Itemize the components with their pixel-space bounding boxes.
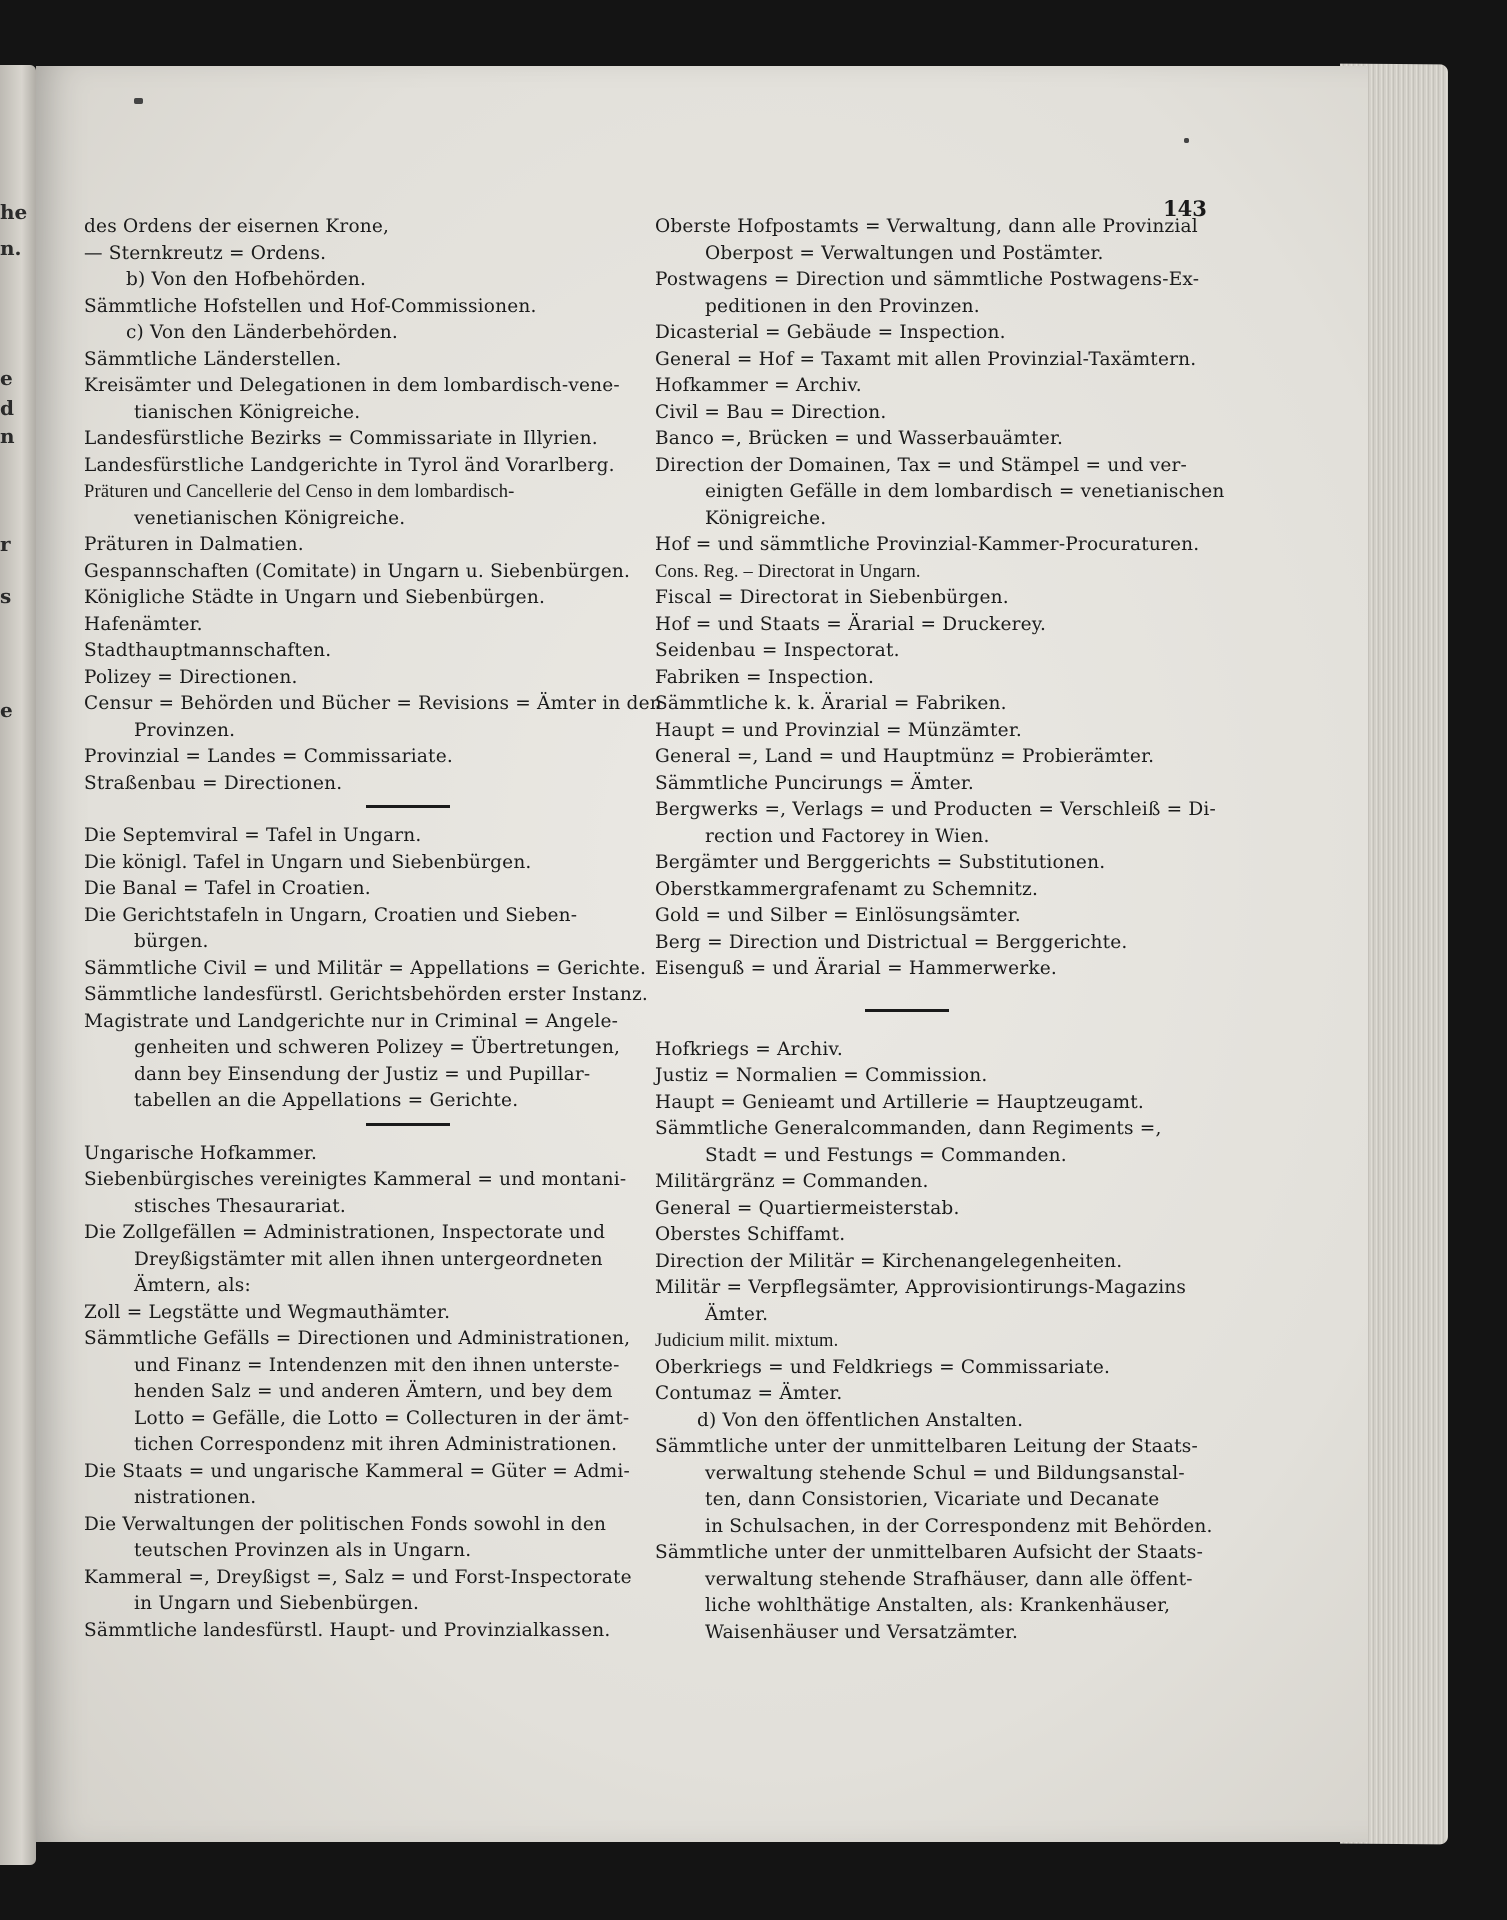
entry-line: Justiz = Normalien = Commission.	[655, 1065, 988, 1086]
list-entry	[655, 930, 1203, 957]
list-entry	[84, 982, 648, 1009]
entry-line: Kreisämter und Delegationen in dem lombardisch-vene-	[84, 375, 620, 396]
entry-line: — Sternkreutz = Ordens.	[84, 242, 327, 264]
list-entry	[655, 691, 1203, 718]
list-entry	[84, 956, 647, 983]
entry-line: Hof = und Staats = Ärarial = Druckerey.	[655, 613, 1047, 635]
list-entry	[655, 320, 1203, 347]
list-entry	[655, 214, 1203, 267]
list-entry	[84, 691, 662, 744]
entry-line: Hofkammer = Archiv.	[655, 375, 862, 396]
entry-line: Contumaz = Ämter.	[655, 1383, 843, 1404]
list-entry	[655, 612, 1203, 639]
list-entry	[84, 876, 632, 903]
list-entry	[84, 850, 632, 877]
entry-line: Stadthauptmannschaften.	[84, 640, 332, 661]
list-entry	[84, 744, 632, 771]
entry-line: Sämmtliche k. k. Ärarial = Fabriken.	[655, 693, 1007, 714]
entry-line: Sämmtliche unter der unmittelbaren Leitung der Staats-	[655, 1436, 1198, 1457]
list-entry	[655, 771, 1203, 798]
entry-continuation-line: in Ungarn und Siebenbürgen.	[134, 1593, 420, 1614]
list-entry	[84, 1326, 632, 1459]
list-entry	[655, 797, 1216, 850]
list-entry	[84, 903, 632, 956]
list-entry	[84, 532, 632, 559]
left-column	[84, 214, 662, 1644]
list-entry	[655, 956, 1203, 983]
entry-line: Präturen und Cancellerie del Censo in dem lombardisch-	[84, 482, 515, 502]
list-entry	[84, 373, 632, 426]
list-entry	[655, 1434, 1213, 1540]
entry-line: Oberkriegs = und Feldkriegs = Commissariate.	[655, 1356, 1111, 1378]
entry-line: Gold = und Silber = Einlösungsämter.	[655, 905, 1021, 926]
entry-line: Sämmtliche Gefälls = Directionen und Administrationen,	[84, 1328, 631, 1349]
list-entry	[84, 426, 632, 453]
entry-line: Gespannschaften (Comitate) in Ungarn u. Siebenbürgen.	[84, 560, 631, 582]
entry-line: Haupt = und Provinzial = Münzämter.	[655, 719, 1022, 741]
entry-continuation-line: tianischen Königreiche.	[134, 401, 361, 423]
section-divider	[366, 805, 450, 808]
facing-page-text-fragment: n	[0, 424, 15, 448]
list-entry	[655, 1328, 1203, 1355]
facing-page-text-fragment: s	[0, 584, 12, 608]
section-divider	[865, 1009, 949, 1012]
section-divider	[366, 1123, 450, 1126]
entry-line: Militär = Verpflegsämter, Approvisiontirungs-Magazins	[655, 1277, 1187, 1298]
entry-line: Ungarische Hofkammer.	[84, 1142, 318, 1164]
subsection-heading: d) Von den öffentlichen Anstalten.	[697, 1409, 1024, 1431]
list-entry	[84, 1220, 632, 1300]
entry-line: Polizey = Directionen.	[84, 666, 298, 688]
list-entry	[655, 718, 1203, 745]
entry-line: Provinzial = Landes = Commissariate.	[84, 746, 453, 767]
facing-page-text-fragment: n.	[0, 236, 22, 260]
entry-continuation-line: verwaltung stehende Strafhäuser, dann alle öffent-	[705, 1568, 1193, 1590]
entry-continuation-line: Lotto = Gefälle, die Lotto = Collecturen in der ämt-	[134, 1407, 630, 1429]
entry-continuation-line: ten, dann Consistorien, Vicariate und Decanate	[705, 1489, 1160, 1510]
list-entry	[84, 1565, 632, 1618]
list-entry	[655, 585, 1203, 612]
entry-line: Oberstes Schiffamt.	[655, 1224, 846, 1245]
entry-line: Straßenbau = Directionen.	[84, 772, 343, 794]
facing-page-edge	[0, 65, 36, 1865]
entry-line: Sämmtliche Länderstellen.	[84, 348, 342, 370]
list-entry	[655, 426, 1203, 453]
entry-continuation-line: verwaltung stehende Schul = und Bildungsanstal-	[705, 1462, 1185, 1484]
list-entry	[655, 1249, 1203, 1276]
list-entry	[655, 1090, 1203, 1117]
entry-line: Eisenguß = und Ärarial = Hammerwerke.	[655, 958, 1058, 979]
entry-line: Landesfürstliche Landgerichte in Tyrol änd Vorarlberg.	[84, 454, 615, 476]
list-entry	[655, 373, 1203, 400]
entry-line: Cons. Reg. – Directorat in Ungarn.	[655, 561, 921, 582]
entry-line: Königliche Städte in Ungarn und Siebenbürgen.	[84, 587, 546, 608]
entry-line: Hafenämter.	[84, 613, 203, 635]
page-number: 143	[1163, 196, 1207, 221]
entry-line: Die Zollgefällen = Administrationen, Inspectorate und	[84, 1222, 606, 1243]
list-entry	[84, 453, 632, 480]
right-block-1	[655, 214, 1225, 983]
list-entry	[84, 214, 632, 241]
entry-continuation-line: dann bey Einsendung der Justiz = und Pupillar-	[134, 1063, 591, 1085]
list-entry	[655, 638, 1203, 665]
entry-line: des Ordens der eisernen Krone,	[84, 216, 390, 237]
entry-continuation-line: henden Salz = und anderen Ämtern, und bey dem	[134, 1381, 613, 1402]
entry-line: Sämmtliche Generalcommanden, dann Regiments =,	[655, 1118, 1162, 1139]
entry-line: Landesfürstliche Bezirks = Commissariate in Illyrien.	[84, 428, 598, 449]
list-entry	[84, 638, 632, 665]
entry-continuation-line: Waisenhäuser und Versatzämter.	[705, 1621, 1019, 1643]
paper-speck	[134, 98, 143, 104]
list-entry	[84, 823, 632, 850]
entry-line: Fabriken = Inspection.	[655, 666, 875, 688]
list-entry	[84, 1141, 632, 1168]
entry-line: General =, Land = und Hauptmünz = Probierämter.	[655, 746, 1155, 767]
entry-line: Zoll = Legstätte und Wegmauthämter.	[84, 1301, 451, 1323]
entry-line: Sämmtliche landesfürstl. Haupt- und Provinzialkassen.	[84, 1619, 611, 1641]
list-entry	[84, 479, 632, 532]
entry-line: Direction der Militär = Kirchenangelegenheiten.	[655, 1250, 1123, 1272]
list-entry	[655, 1063, 1203, 1090]
entry-line: Siebenbürgisches vereinigtes Kammeral = und montani-	[84, 1169, 627, 1190]
entry-line: Sämmtliche Hofstellen und Hof-Commissionen.	[84, 295, 537, 317]
entry-line: Direction der Domainen, Tax = und Stämpel = und ver-	[655, 454, 1187, 476]
list-entry	[84, 1009, 632, 1115]
entry-line: Bergämter und Berggerichts = Substitutionen.	[655, 852, 1106, 873]
list-entry	[84, 1167, 632, 1220]
list-entry	[655, 1169, 1203, 1196]
entry-continuation-line: und Finanz = Intendenzen mit den ihnen unterste-	[134, 1354, 620, 1376]
list-entry	[655, 1196, 1203, 1223]
left-block-3	[84, 1141, 632, 1645]
entry-continuation-line: rection und Factorey in Wien.	[705, 825, 990, 847]
list-entry	[84, 612, 632, 639]
list-entry	[655, 559, 1203, 586]
entry-line: General = Hof = Taxamt mit allen Provinzial-Taxämtern.	[655, 348, 1197, 370]
entry-line: Censur = Behörden und Bücher = Revisions = Ämter in den	[84, 693, 662, 714]
right-block-2	[655, 1037, 1213, 1647]
list-entry	[655, 903, 1203, 930]
list-entry	[655, 400, 1203, 427]
entry-continuation-line: stisches Thesaurariat.	[134, 1195, 346, 1217]
facing-page-text-fragment: e	[0, 366, 13, 390]
list-entry	[655, 267, 1203, 320]
right-column	[655, 214, 1225, 1646]
list-entry	[655, 532, 1203, 559]
entry-line: Die Staats = und ungarische Kammeral = Güter = Admi-	[84, 1460, 630, 1482]
entry-continuation-line: venetianischen Königreiche.	[134, 507, 406, 529]
entry-line: Postwagens = Direction und sämmtliche Postwagens-Ex-	[655, 269, 1200, 290]
entry-line: Die Gerichtstafeln in Ungarn, Croatien und Sieben-	[84, 904, 578, 926]
entry-line: Oberstkammergrafenamt zu Schemnitz.	[655, 878, 1039, 900]
entry-line: Berg = Direction und Districtual = Berggerichte.	[655, 931, 1128, 953]
entry-line: Dicasterial = Gebäude = Inspection.	[655, 322, 1006, 343]
list-entry	[84, 1300, 632, 1327]
entry-line: Die Banal = Tafel in Croatien.	[84, 878, 371, 899]
list-entry	[655, 1222, 1203, 1249]
subsection-heading: c) Von den Länderbehörden.	[126, 322, 398, 343]
list-entry	[84, 585, 632, 612]
list-entry	[84, 241, 632, 268]
entry-continuation-line: bürgen.	[134, 931, 209, 952]
list-entry	[84, 559, 632, 586]
list-entry	[655, 1116, 1203, 1169]
entry-line: Militärgränz = Commanden.	[655, 1171, 929, 1192]
entry-continuation-line: teutschen Provinzen als in Ungarn.	[134, 1540, 472, 1561]
list-entry	[84, 294, 632, 321]
entry-line: Sämmtliche landesfürstl. Gerichtsbehörden erster Instanz.	[84, 984, 648, 1005]
entry-line: Präturen in Dalmatien.	[84, 534, 304, 555]
facing-page-text-fragment: r	[0, 532, 11, 556]
entry-line: Magistrate und Landgerichte nur in Criminal = Angele-	[84, 1010, 619, 1032]
list-entry	[655, 1381, 1203, 1408]
list-entry	[655, 1275, 1203, 1328]
entry-line: Die Septemviral = Tafel in Ungarn.	[84, 825, 422, 846]
entry-line: General = Quartiermeisterstab.	[655, 1197, 960, 1219]
entry-line: Fiscal = Directorat in Siebenbürgen.	[655, 587, 1009, 608]
paper-speck	[1184, 138, 1189, 143]
entry-line: Banco =, Brücken = und Wasserbauämter.	[655, 428, 1064, 449]
entry-continuation-line: in Schulsachen, in der Correspondenz mit Behörden.	[705, 1515, 1213, 1537]
entry-continuation-line: peditionen in den Provinzen.	[705, 295, 980, 317]
list-entry	[84, 771, 632, 798]
entry-line: Judicium milit. mixtum.	[655, 1331, 839, 1351]
entry-line: Die königl. Tafel in Ungarn und Siebenbürgen.	[84, 851, 532, 873]
list-entry	[655, 665, 1203, 692]
entry-continuation-line: Königreiche.	[705, 507, 827, 529]
list-entry	[655, 1540, 1203, 1646]
entry-line: Sämmtliche Puncirungs = Ämter.	[655, 772, 974, 794]
entry-continuation-line: tichen Correspondenz mit ihren Administrationen.	[134, 1434, 618, 1455]
entry-continuation-line: liche wohlthätige Anstalten, als: Krankenhäuser,	[705, 1595, 1171, 1616]
entry-line: Sämmtliche unter der unmittelbaren Aufsicht der Staats-	[655, 1542, 1204, 1563]
entry-line: Civil = Bau = Direction.	[655, 401, 887, 423]
left-block-2	[84, 823, 648, 1115]
entry-line: Hofkriegs = Archiv.	[655, 1038, 843, 1060]
entry-continuation-line: nistrationen.	[134, 1487, 257, 1508]
entry-line: Sämmtliche Civil = und Militär = Appellations = Gerichte.	[84, 957, 647, 979]
facing-page-text-fragment: he	[0, 200, 28, 224]
entry-line: Bergwerks =, Verlags = und Producten = Verschleiß = Di-	[655, 799, 1216, 820]
list-entry	[655, 877, 1203, 904]
entry-line: Hof = und sämmtliche Provinzial-Kammer-Procuraturen.	[655, 534, 1200, 555]
entry-line: Haupt = Genieamt und Artillerie = Hauptzeugamt.	[655, 1091, 1144, 1113]
list-entry	[655, 1355, 1203, 1382]
facing-page-text-fragment: e	[0, 698, 13, 722]
entry-continuation-line: Provinzen.	[134, 719, 236, 741]
list-entry	[84, 1512, 632, 1565]
entry-continuation-line: tabellen an die Appellations = Gerichte.	[134, 1090, 519, 1111]
entry-continuation-line: Dreyßigstämter mit allen ihnen untergeordneten	[134, 1248, 603, 1270]
entry-continuation-line: einigten Gefälle in dem lombardisch = venetianischen	[705, 481, 1225, 502]
list-entry	[84, 1459, 632, 1512]
subsection-heading: b) Von den Hofbehörden.	[126, 269, 367, 290]
entry-line: Kammeral =, Dreyßigst =, Salz = und Forst-Inspectorate	[84, 1566, 632, 1588]
list-entry	[84, 665, 632, 692]
entry-continuation-line: Stadt = und Festungs = Commanden.	[705, 1144, 1067, 1166]
entry-continuation-line: genheiten und schweren Polizey = Übertretungen,	[134, 1037, 621, 1058]
list-entry	[655, 744, 1203, 771]
list-entry	[84, 347, 632, 374]
list-entry	[655, 453, 1225, 533]
facing-page-text-fragment: d	[0, 396, 14, 420]
list-entry	[655, 1037, 1203, 1064]
list-entry	[84, 1618, 632, 1645]
entry-line: Oberste Hofpostamts = Verwaltung, dann alle Provinzial	[655, 216, 1198, 237]
entry-continuation-line: Ämter.	[705, 1303, 769, 1325]
entry-continuation-line: Ämtern, als:	[134, 1275, 251, 1296]
entry-line: Die Verwaltungen der politischen Fonds sowohl in den	[84, 1513, 607, 1535]
entry-continuation-line: Oberpost = Verwaltungen und Postämter.	[705, 242, 1104, 264]
entry-line: Seidenbau = Inspectorat.	[655, 640, 900, 661]
list-entry	[655, 850, 1203, 877]
left-block-1	[84, 214, 662, 797]
list-entry	[655, 347, 1203, 374]
